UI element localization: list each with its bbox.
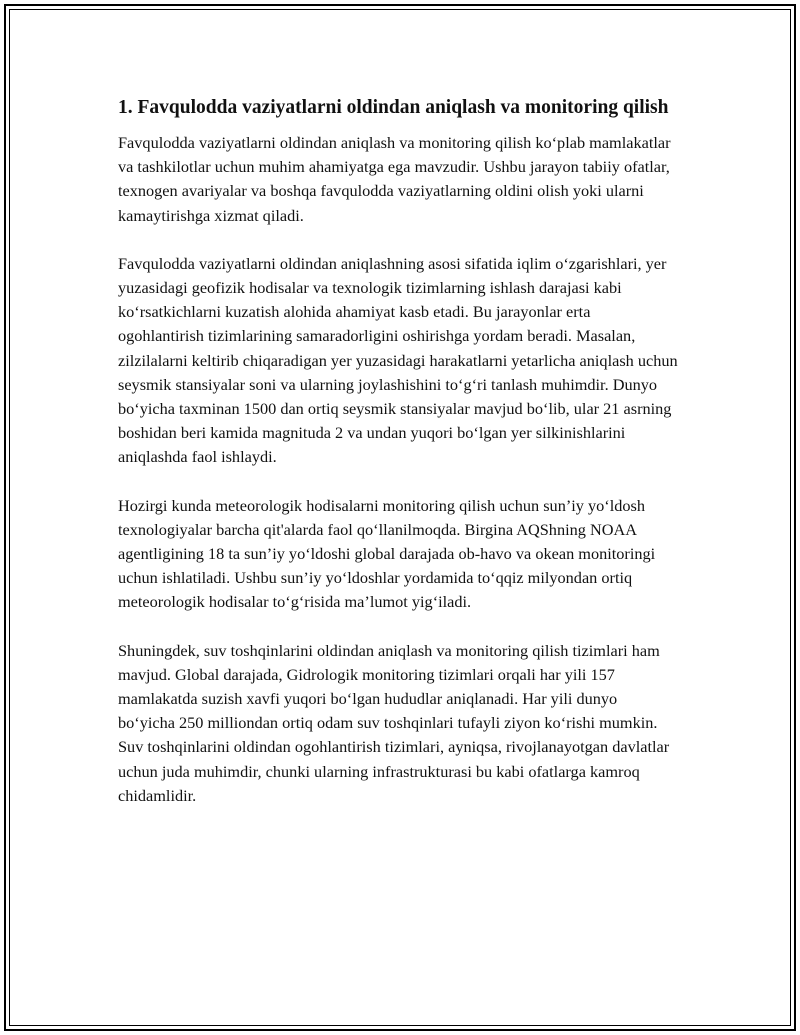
document-body (118, 94, 678, 832)
paragraph-3: Hozirgi kunda meteorologik hodisalarni monitoring qilish uchun sun’iy yo‘ldosh texnologiyalar barcha qit'alarda faol qo‘llanilmoqda. Birgina AQShning NOAA agentligining 18 ta sun’iy yo‘ldoshi global darajada ob-havo va okean monitoringi uchun ishlatiladi. Ushbu sun’iy yo‘ldoshlar yordamida to‘qqiz milyondan ortiq meteorologik hodisalar to‘g‘risida ma’lumot yig‘iladi. (118, 495, 656, 612)
section-heading: 1. Favqulodda vaziyatlarni oldindan aniqlash va monitoring qilish (118, 97, 669, 118)
paragraph-2: Favqulodda vaziyatlarni oldindan aniqlashning asosi sifatida iqlim o‘zgarishlari, yer yuzasidagi geofizik hodisalar va texnologik tizimlarning ishlash darajasi kabi ko‘rsatkichlarni kuzatish alohida ahamiyat kasb etadi. Bu jarayonlar erta ogohlantirish tizimlarining samaradorligini oshirishga yordam beradi. Masalan, zilzilalarni keltirib chiqaradigan yer yuzasidagi harakatlarni yetarlicha aniqlash uchun seysmik stansiyalar soni va ularning joylashishini to‘g‘ri tanlash muhimdir. Dunyo bo‘yicha taxminan 1500 dan ortiq seysmik stansiyalar mavjud bo‘lib, ular 21 asrning boshidan beri kamida magnituda 2 va undan yuqori bo‘lgan yer silkinishlarini aniqlashda faol ishlaydi. (118, 253, 678, 467)
paragraph-4: Shuningdek, suv toshqinlarini oldindan aniqlash va monitoring qilish tizimlari ham mavjud. Global darajada, Gidrologik monitoring tizimlari orqali har yili 157 mamlakatda suzish xavfi yuqori bo‘lgan hududlar aniqlanadi. Har yili dunyo bo‘yicha 250 milliondan ortiq odam suv toshqinlari tufayli ziyon ko‘rishi mumkin. Suv toshqinlarini oldindan ogohlantirish tizimlari, ayniqsa, rivojlanayotgan davlatlar uchun juda muhimdir, chunki ularning infrastrukturasi bu kabi ofatlarga kamroq chidamlidir. (118, 640, 670, 805)
paragraph-1: Favqulodda vaziyatlarni oldindan aniqlash va monitoring qilish ko‘plab mamlakatlar va tashkilotlar uchun muhim ahamiyatga ega mavzudir. Ushbu jarayon tabiiy ofatlar, texnogen avariyalar va boshqa favqulodda vaziyatlarning oldini olish yoki ularni kamaytirishga xizmat qiladi. (118, 133, 671, 225)
